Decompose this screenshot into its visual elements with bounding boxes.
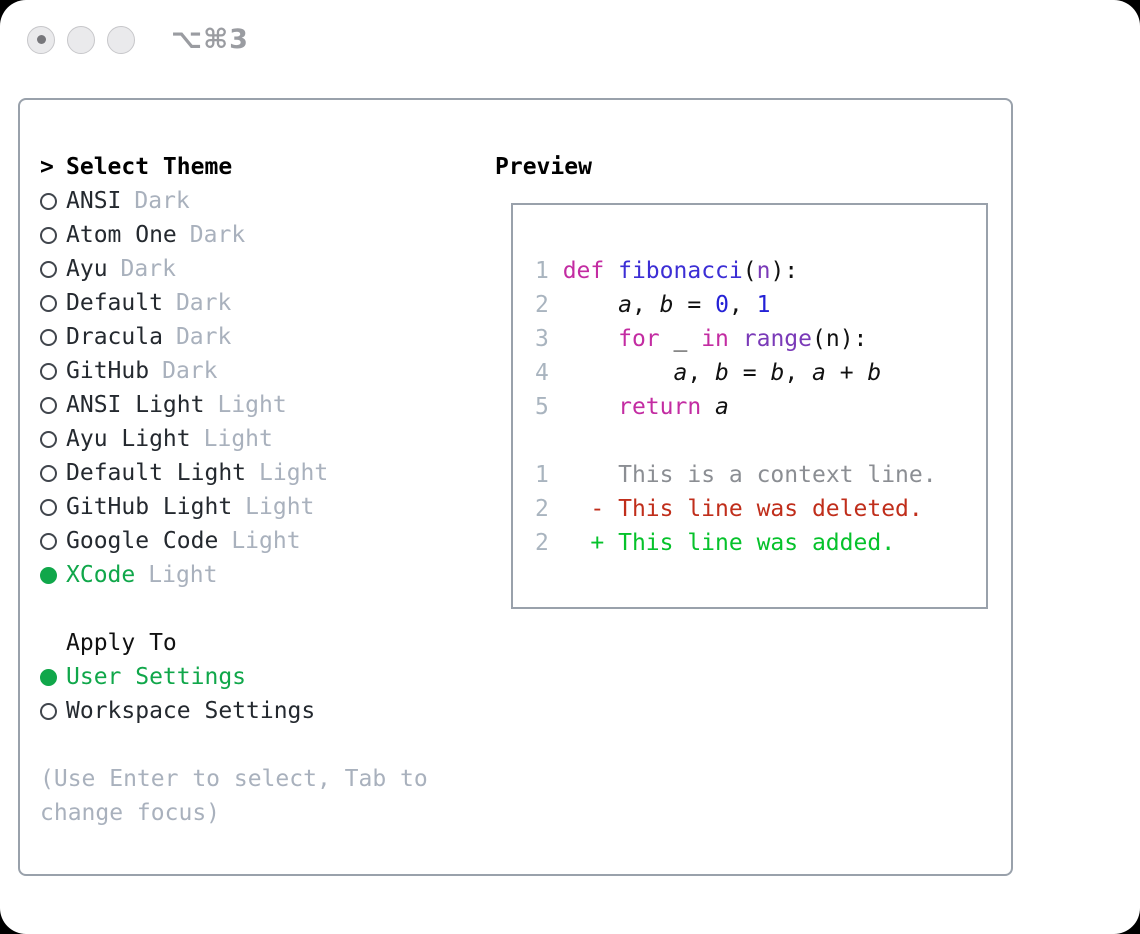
theme-option-github[interactable]	[40, 354, 428, 388]
theme-option-xcode[interactable]	[40, 558, 428, 592]
option-label: Default	[66, 290, 163, 316]
theme-option-atom-one[interactable]	[40, 218, 428, 252]
radio-icon	[40, 567, 57, 584]
option-label: Workspace Settings	[66, 698, 316, 724]
window-minimize-button[interactable]	[67, 26, 95, 54]
code-line: 1 def fibonacci(n):	[535, 258, 799, 284]
radio-icon	[40, 227, 57, 244]
option-tag: Light	[259, 460, 329, 486]
theme-option-ayu-light[interactable]	[40, 422, 428, 456]
option-label: User Settings	[66, 664, 247, 690]
preview-title: Preview	[495, 154, 592, 180]
radio-icon	[40, 499, 57, 516]
help-text-line-1: (Use Enter to select, Tab to	[40, 766, 428, 792]
option-tag: Light	[148, 562, 218, 588]
option-label: Default Light	[66, 460, 247, 486]
radio-icon	[40, 397, 57, 414]
theme-list	[40, 150, 428, 830]
radio-icon	[40, 261, 57, 278]
option-tag: Dark	[134, 188, 190, 214]
radio-icon	[40, 193, 57, 210]
code-preview	[535, 254, 937, 560]
radio-icon	[40, 431, 57, 448]
option-tag: Light	[203, 426, 273, 452]
theme-options	[40, 184, 428, 592]
code-line	[535, 424, 937, 458]
theme-option-google-code[interactable]	[40, 524, 428, 558]
theme-option-ansi-light[interactable]	[40, 388, 428, 422]
option-tag: Light	[231, 528, 301, 554]
title-bar	[27, 24, 249, 55]
option-label: Dracula	[66, 324, 163, 350]
apply-option-user-settings[interactable]	[40, 660, 428, 694]
theme-option-ansi[interactable]	[40, 184, 428, 218]
option-tag: Dark	[175, 324, 232, 350]
radio-icon	[40, 329, 57, 346]
preview-pane	[511, 203, 988, 609]
select-theme-header	[40, 150, 428, 184]
option-label: Ayu Light	[66, 426, 191, 452]
spacer	[40, 592, 428, 626]
radio-icon	[40, 295, 57, 312]
theme-option-dracula[interactable]	[40, 320, 428, 354]
radio-icon	[40, 465, 57, 482]
apply-to-header	[40, 626, 428, 660]
window-zoom-button[interactable]	[107, 26, 135, 54]
theme-option-ayu[interactable]	[40, 252, 428, 286]
cursor-icon: >	[40, 154, 54, 180]
spacer	[40, 728, 428, 762]
option-tag: Dark	[162, 358, 218, 384]
option-label: XCode	[66, 562, 136, 588]
option-tag: Light	[217, 392, 287, 418]
code-line: 2 a, b = 0, 1	[535, 292, 771, 318]
code-line: 2 - This line was deleted.	[535, 496, 923, 522]
option-label: ANSI	[66, 188, 122, 214]
theme-option-github-light[interactable]	[40, 490, 428, 524]
apply-to-options	[40, 660, 428, 728]
window-close-button[interactable]	[27, 26, 55, 54]
window-focus-dot-icon	[37, 35, 46, 44]
option-tag: Light	[245, 494, 315, 520]
code-line: 2 + This line was added.	[535, 530, 896, 556]
radio-icon	[40, 363, 57, 380]
option-label: Ayu	[66, 256, 108, 282]
option-label: Atom One	[66, 222, 177, 248]
code-line: 4 a, b = b, a + b	[535, 360, 882, 386]
code-line: 1 This is a context line.	[535, 462, 937, 488]
option-label: ANSI Light	[66, 392, 205, 418]
code-line: 3 for _ in range(n):	[535, 326, 868, 352]
apply-to-title: Apply To	[66, 630, 177, 656]
radio-icon	[40, 703, 57, 720]
option-label: GitHub Light	[66, 494, 233, 520]
radio-icon	[40, 533, 57, 550]
select-theme-title: Select Theme	[66, 154, 233, 180]
apply-option-workspace-settings[interactable]	[40, 694, 428, 728]
option-label: GitHub	[66, 358, 150, 384]
option-tag: Dark	[175, 290, 232, 316]
code-line: 5 return a	[535, 394, 729, 420]
option-label: Google Code	[66, 528, 219, 554]
theme-option-default[interactable]	[40, 286, 428, 320]
radio-icon	[40, 669, 57, 686]
option-tag: Dark	[189, 222, 246, 248]
option-tag: Dark	[120, 256, 176, 282]
help-text-line-2: change focus)	[40, 800, 221, 826]
window-shortcut-label: ⌥⌘3	[171, 24, 249, 55]
theme-picker-panel	[18, 98, 1013, 876]
theme-option-default-light[interactable]	[40, 456, 428, 490]
